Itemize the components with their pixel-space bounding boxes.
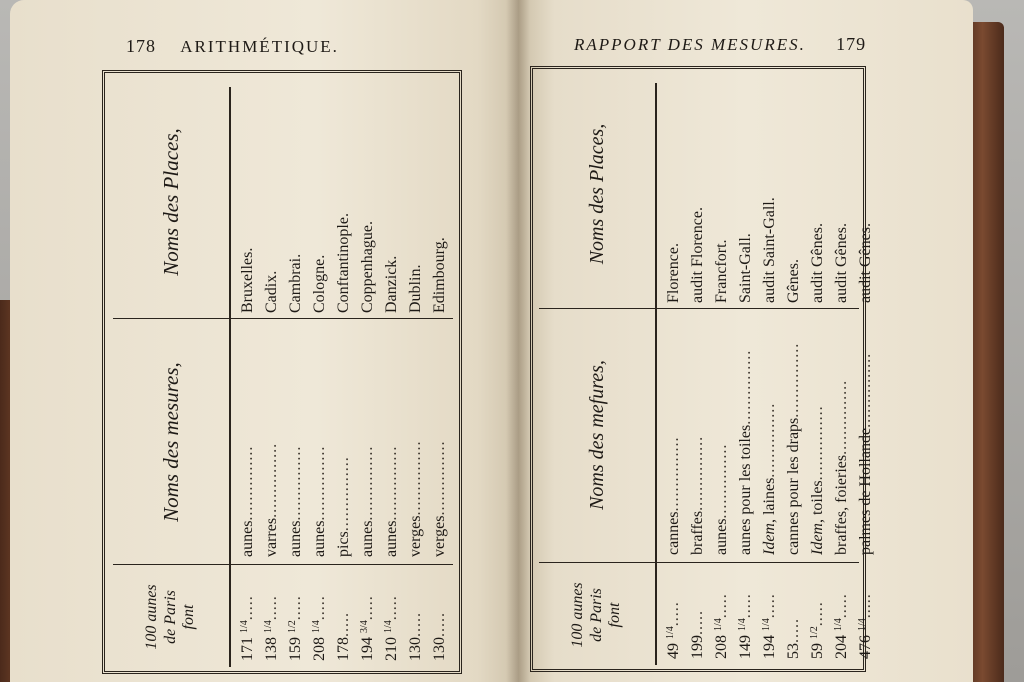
leader-dots: ..... — [761, 593, 778, 619]
header-line: font — [180, 604, 198, 630]
quantity-fraction: 3/4 — [359, 620, 370, 633]
leader-dots: ..... — [311, 595, 328, 621]
leader-dots: ............... — [713, 443, 730, 519]
measure-value: pics — [335, 531, 352, 557]
quantity-cell — [287, 567, 305, 661]
measure-cell — [713, 313, 731, 555]
leader-dots: ..... — [239, 595, 256, 621]
table-row — [331, 87, 357, 667]
leader-dots: ..... — [713, 593, 730, 619]
quantity-value: 159 — [287, 637, 304, 661]
measure-value: braffes, foieries — [833, 454, 850, 555]
measure-value: braffes — [689, 510, 706, 555]
table-row — [379, 87, 405, 667]
place-cell: audit Florence. — [689, 207, 706, 303]
header-rule — [229, 87, 231, 667]
measure-cell — [359, 323, 377, 557]
header-line: de Paris — [161, 590, 179, 644]
table-row — [757, 83, 783, 665]
table-row — [355, 87, 381, 667]
quantity-value: 49 — [665, 643, 682, 659]
quantity-cell — [737, 565, 755, 659]
header-line: font — [606, 602, 624, 628]
table-row — [853, 83, 879, 665]
right-page-number: 179 — [836, 34, 867, 54]
quantity-cell — [809, 565, 827, 659]
quantity-cell — [263, 567, 281, 661]
quantity-cell — [311, 567, 329, 661]
measure-value: aunes — [311, 520, 328, 557]
right-col-place-header: Noms des Places, — [585, 123, 608, 265]
quantity-fraction: 1/4 — [833, 618, 844, 631]
measure-value: aunes — [383, 520, 400, 557]
measure-value: verges — [407, 515, 424, 557]
leader-dots: ..... — [737, 593, 754, 619]
header-line: 100 aunes — [569, 582, 587, 648]
measure-value: aunes — [713, 518, 730, 555]
place-cell: Gênes. — [785, 259, 802, 303]
leader-dots: ............... — [359, 445, 376, 521]
quantity-value: 171 — [239, 637, 256, 661]
leader-dots: ..... — [263, 595, 280, 621]
leader-dots: ............... — [809, 405, 826, 481]
table-row — [283, 87, 309, 667]
measure-cell — [287, 323, 305, 557]
measure-value: verges — [431, 515, 448, 557]
leader-dots: ............... — [761, 402, 778, 478]
quantity-cell — [335, 567, 353, 661]
table-row — [709, 83, 735, 665]
left-running-head — [126, 36, 339, 57]
quantity-fraction: 1/4 — [263, 620, 274, 633]
place-cell: audit Gênes. — [809, 223, 826, 303]
quantity-value: 130 — [407, 637, 424, 661]
quantity-value: 476 — [857, 635, 874, 659]
header-line: 100 aunes — [143, 584, 161, 650]
right-running-title: RAPPORT DES MESURES. — [574, 35, 806, 54]
leader-dots: ............... — [335, 456, 352, 532]
quantity-fraction: 1/4 — [857, 618, 868, 631]
measure-cell — [263, 323, 281, 557]
table-row — [781, 83, 807, 665]
quantity-value: 204 — [833, 635, 850, 659]
measure-cell — [785, 313, 803, 555]
header-rule — [655, 83, 657, 665]
right-col-measure-header: Noms des mefures, — [585, 360, 608, 510]
leader-dots: ............... — [857, 352, 874, 428]
right-page — [518, 0, 973, 682]
quantity-cell — [239, 567, 257, 661]
place-cell: Cologne. — [311, 254, 328, 313]
leader-dots: ..... — [785, 618, 802, 643]
quantity-value: 194 — [359, 637, 376, 661]
measure-cell — [761, 313, 779, 555]
measure-cell — [857, 313, 875, 555]
quantity-cell — [689, 565, 707, 659]
measure-idem: Idem — [809, 523, 826, 555]
left-table-frame — [102, 70, 462, 674]
quantity-fraction: 1/2 — [287, 620, 298, 633]
measure-value: cannes — [665, 511, 682, 555]
quantity-value: 53 — [785, 643, 802, 659]
table-row — [259, 87, 285, 667]
table-row — [685, 83, 711, 665]
measure-value: aunes — [287, 520, 304, 557]
leader-dots: ..... — [431, 612, 448, 637]
quantity-cell — [761, 565, 779, 659]
measure-cell — [311, 323, 329, 557]
quantity-value: 208 — [713, 635, 730, 659]
quantity-cell — [785, 565, 803, 659]
quantity-fraction: 1/4 — [713, 618, 724, 631]
leader-dots: ............... — [689, 435, 706, 511]
measure-value: , toiles — [809, 480, 826, 524]
leader-dots: ..... — [335, 612, 352, 637]
quantity-fraction: 1/4 — [383, 620, 394, 633]
leader-dots: ............... — [665, 436, 682, 512]
quantity-fraction: 1/4 — [665, 626, 676, 639]
table-row — [733, 83, 759, 665]
quantity-fraction: 1/4 — [311, 620, 322, 633]
measure-cell — [431, 323, 449, 557]
table-row — [403, 87, 429, 667]
place-cell: Cambrai. — [287, 253, 304, 313]
quantity-fraction: 1/2 — [809, 626, 820, 639]
measure-cell — [737, 313, 755, 555]
quantity-cell — [833, 565, 851, 659]
quantity-cell — [713, 565, 731, 659]
measure-cell — [383, 323, 401, 557]
left-col-measure-header: Noms des mesures, — [158, 362, 183, 522]
table-row — [661, 83, 687, 665]
leader-dots: ..... — [665, 601, 682, 627]
quantity-cell — [407, 567, 425, 661]
table-row — [829, 83, 855, 665]
leader-dots: ..... — [809, 601, 826, 627]
quantity-fraction: 1/4 — [737, 618, 748, 631]
left-table — [113, 87, 453, 667]
table-row — [307, 87, 333, 667]
leader-dots: ............... — [407, 440, 424, 516]
leader-dots: ............... — [431, 440, 448, 516]
measure-value: aunes pour les toiles — [737, 424, 754, 555]
leader-dots: ..... — [287, 595, 304, 621]
quantity-fraction: 1/4 — [761, 618, 772, 631]
measure-value: aunes — [359, 520, 376, 557]
place-cell: audit Saint-Gall. — [761, 197, 778, 303]
place-cell: Bruxelles. — [239, 247, 256, 313]
measure-value: , laines — [761, 477, 778, 524]
left-table-header — [113, 87, 229, 667]
quantity-cell — [665, 565, 683, 659]
quantity-cell — [431, 567, 449, 661]
place-cell: Dublin. — [407, 264, 424, 313]
right-col-qty-header — [539, 565, 655, 665]
leader-dots: ............... — [287, 445, 304, 521]
quantity-value: 130 — [431, 637, 448, 661]
measure-value: aunes — [239, 520, 256, 557]
book-gutter — [506, 0, 530, 682]
leader-dots: ............... — [263, 442, 280, 518]
table-row — [805, 83, 831, 665]
leader-dots: ..... — [689, 610, 706, 635]
place-cell: Cadix. — [263, 270, 280, 313]
leader-dots: ..... — [359, 595, 376, 621]
place-cell: audit Gênes. — [833, 223, 850, 303]
place-cell: Francfort. — [713, 239, 730, 303]
measure-value: palmes de Hollande — [857, 427, 874, 555]
place-cell: Edimbourg. — [431, 237, 448, 313]
header-line: de Paris — [587, 588, 605, 642]
place-cell: audit Gênes. — [857, 223, 874, 303]
left-running-title: ARITHMÉTIQUE. — [180, 37, 339, 56]
measure-cell — [689, 313, 707, 555]
left-col-qty-header — [113, 567, 229, 667]
quantity-value: 194 — [761, 635, 778, 659]
right-running-head — [574, 34, 866, 55]
measure-idem: Idem — [761, 523, 778, 555]
leader-dots: ..... — [833, 593, 850, 619]
table-row — [427, 87, 453, 667]
measure-cell — [239, 323, 257, 557]
measure-cell — [809, 313, 827, 555]
quantity-fraction: 1/4 — [239, 620, 250, 633]
left-page — [10, 0, 518, 682]
measure-cell — [407, 323, 425, 557]
leader-dots: ............... — [239, 445, 256, 521]
leader-dots: ............... — [311, 445, 328, 521]
book-cover-right — [968, 22, 1004, 682]
quantity-cell — [383, 567, 401, 661]
place-cell: Coppenhague. — [359, 221, 376, 313]
left-page-number: 178 — [126, 36, 156, 56]
place-cell: Conftantinople. — [335, 213, 352, 313]
measure-value: cannes pour les draps — [785, 417, 802, 555]
leader-dots: ............... — [383, 445, 400, 521]
quantity-value: 208 — [311, 637, 328, 661]
place-cell: Danzick. — [383, 255, 400, 313]
left-col-place-header: Noms des Places, — [158, 128, 183, 276]
place-cell: Florence. — [665, 243, 682, 303]
quantity-value: 149 — [737, 635, 754, 659]
measure-cell — [833, 313, 851, 555]
place-cell: Saint-Gall. — [737, 233, 754, 303]
measure-value: varres — [263, 517, 280, 557]
leader-dots: ............... — [737, 349, 754, 425]
quantity-value: 178 — [335, 637, 352, 661]
leader-dots: ............... — [785, 342, 802, 418]
quantity-cell — [359, 567, 377, 661]
measure-cell — [335, 323, 353, 557]
quantity-value: 199 — [689, 635, 706, 659]
quantity-value: 59 — [809, 643, 826, 659]
quantity-cell — [857, 565, 875, 659]
quantity-value: 138 — [263, 637, 280, 661]
table-row — [235, 87, 261, 667]
leader-dots: ............... — [833, 379, 850, 455]
right-table-frame — [530, 66, 874, 672]
right-table — [539, 83, 874, 665]
leader-dots: ..... — [383, 595, 400, 621]
right-table-header — [539, 83, 655, 665]
leader-dots: ..... — [407, 612, 424, 637]
leader-dots: ..... — [857, 593, 874, 619]
measure-cell — [665, 313, 683, 555]
quantity-value: 210 — [383, 637, 400, 661]
